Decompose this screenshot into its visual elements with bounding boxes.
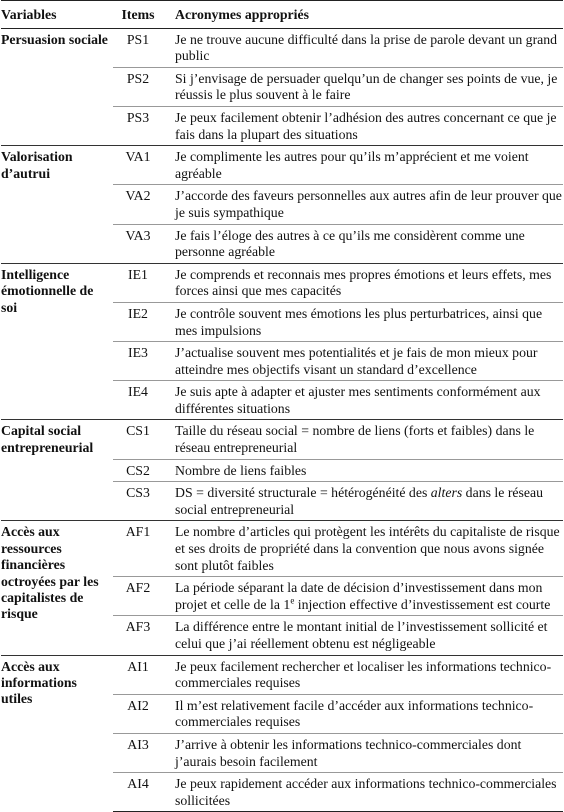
item-code: VA2 — [113, 185, 163, 224]
item-statement: Taille du réseau social = nombre de liens (forts et faibles) dans le réseau entrepreneurial — [163, 420, 563, 459]
statement-part: injection effective d’investissement est courte — [294, 596, 551, 612]
item-code: IE3 — [113, 342, 163, 381]
measurement-items-table — [1, 0, 563, 812]
table-row — [1, 521, 563, 577]
item-code: AI3 — [113, 733, 163, 772]
item-code: AI1 — [113, 655, 163, 694]
item-statement: Il m’est relativement facile d’accéder aux informations technico-commerciales requises — [163, 694, 563, 733]
table-row — [1, 28, 563, 67]
header-acronyms: Acronymes appropriés — [163, 1, 563, 29]
item-statement: Je fais l’éloge des autres à ce qu’ils me considèrent comme une personne agréable — [163, 224, 563, 263]
item-statement: Je peux facilement obtenir l’adhésion des autres concernant ce que je fais dans la plupart des situations — [163, 106, 563, 145]
item-statement: J’actualise souvent mes potentialités et je fais de mon mieux pour atteindre mes objectifs visant un standard d’excellence — [163, 342, 563, 381]
table-row — [1, 146, 563, 185]
item-statement: Je peux facilement rechercher et localiser les informations technico-commerciales requises — [163, 655, 563, 694]
table-row — [1, 655, 563, 694]
item-code: AF3 — [113, 616, 163, 655]
item-statement: Je comprends et reconnais mes propres émotions et leurs effets, mes forces ainsi que mes capacités — [163, 263, 563, 302]
variable-name: Capital social entrepreneurial — [1, 420, 113, 521]
variable-name: Valorisation d’autrui — [1, 146, 113, 264]
item-statement — [163, 482, 563, 521]
item-code: CS1 — [113, 420, 163, 459]
item-statement: J’accorde des faveurs personnelles aux autres afin de leur prouver que je suis sympathique — [163, 185, 563, 224]
statement-part: DS = diversité structurale = hétérogénéité des — [175, 485, 431, 501]
statement-part: La période séparant la date de décision d’investissement dans mon projet et celle de la 1 — [175, 580, 543, 612]
item-code: AI4 — [113, 773, 163, 812]
item-code: CS2 — [113, 459, 163, 482]
item-statement: Nombre de liens faibles — [163, 459, 563, 482]
item-code: IE2 — [113, 302, 163, 341]
item-code: VA1 — [113, 146, 163, 185]
variable-name: Accès aux informations utiles — [1, 655, 113, 812]
statement-italic-term: alters — [430, 485, 463, 501]
item-code: AI2 — [113, 694, 163, 733]
item-statement: Je contrôle souvent mes émotions les plus perturbatrices, ainsi que mes impulsions — [163, 302, 563, 341]
item-statement — [163, 577, 563, 616]
item-code: AF1 — [113, 521, 163, 577]
statement-part: dans le réseau social entrepreneurial — [175, 485, 544, 517]
header-variables: Variables — [1, 1, 113, 29]
item-statement: Je suis apte à adapter et ajuster mes sentiments conformément aux différentes situations — [163, 381, 563, 420]
variable-name: Persuasion sociale — [1, 31, 108, 47]
item-code: AF2 — [113, 577, 163, 616]
item-code: IE4 — [113, 381, 163, 420]
item-code: PS2 — [113, 67, 163, 106]
item-code: IE1 — [113, 263, 163, 302]
variable-name: Accès aux ressources financières octroyées par les capitalistes de risque — [1, 521, 113, 655]
item-statement: La différence entre le montant initial de l’investissement sollicité et celui que j’ai réellement obtenu est négligeable — [163, 616, 563, 655]
table-body — [1, 28, 563, 812]
item-statement: J’arrive à obtenir les informations technico-commerciales dont j’aurais besoin facilement — [163, 733, 563, 772]
item-statement: Je complimente les autres pour qu’ils m’apprécient et me voient agréable — [163, 146, 563, 185]
header-items: Items — [113, 1, 163, 29]
variable-name: Intelligence émotionnelle de soi — [1, 263, 113, 420]
item-statement: Je ne trouve aucune difficulté dans la prise de parole devant un grand public — [163, 28, 563, 67]
table-row — [1, 420, 563, 459]
statement-superscript: e — [290, 595, 295, 606]
table-row — [1, 263, 563, 302]
item-statement: Si j’envisage de persuader quelqu’un de changer ses points de vue, je réussis le plus souvent à le faire — [163, 67, 563, 106]
table-header — [1, 1, 563, 29]
item-code: CS3 — [113, 482, 163, 521]
item-statement: Je peux rapidement accéder aux informations technico-commerciales sollicitées — [163, 773, 563, 812]
item-code: PS1 — [113, 28, 163, 67]
item-statement: Le nombre d’articles qui protègent les intérêts du capitaliste de risque et ses droits de propriété dans la convention que nous avons signée sont plutôt faibles — [163, 521, 563, 577]
item-code: VA3 — [113, 224, 163, 263]
item-code: PS3 — [113, 106, 163, 145]
